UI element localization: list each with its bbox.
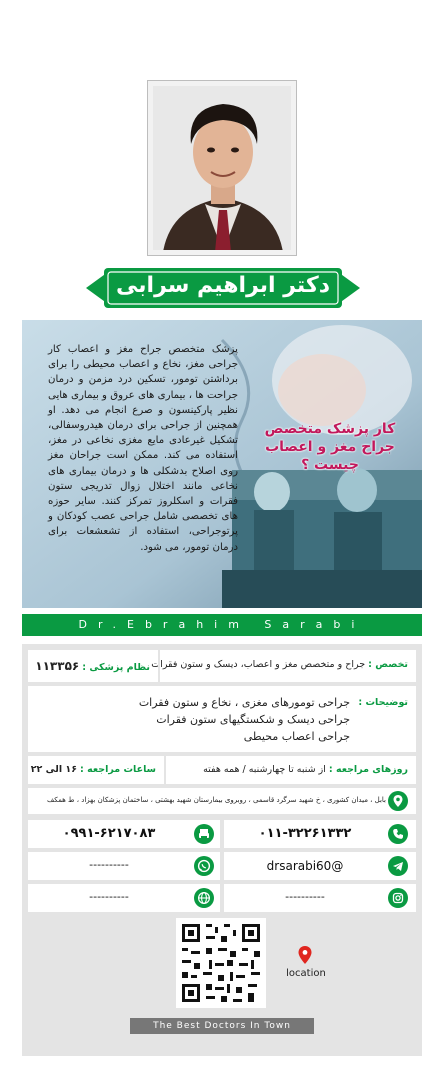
map-pin-icon (388, 791, 408, 811)
doctor-latin-name-bar: Dr.Ebrahim Sarabi (22, 614, 422, 636)
location-pin-icon (298, 946, 312, 964)
description-label: توضیحات : (358, 697, 408, 708)
doctor-photo-frame (147, 80, 297, 256)
doctor-photo (153, 86, 291, 250)
location-link[interactable] (284, 946, 328, 986)
description-field (358, 694, 408, 711)
globe-icon (194, 888, 214, 908)
info-card (22, 644, 422, 1056)
slogan-bar: The Best Doctors In Town (130, 1018, 314, 1034)
hero-title-line2: جراح مغز و اعصاب چیست ؟ (265, 439, 395, 473)
hero-title (244, 420, 416, 474)
name-banner (86, 266, 360, 310)
days-value: از شنبه تا چهارشنبه / همه هفته (203, 764, 326, 775)
hero-banner (22, 320, 422, 608)
days-label: روزهای مراجعه : (328, 764, 408, 775)
address-text: بابل ، میدان کشوری ، خ شهید سرگرد قاسمی ، روبروی بیمارستان شهید بهشتی ، ساختمان پزشکان بهزاد ، ط همکف (46, 796, 386, 804)
whatsapp-value: ---------- (89, 858, 129, 871)
hero-description: پزشک متخصص جراح مغز و اعصاب کار جراحی مغز، نخاع و اعصاب محیطی را برای برداشتن تومور، تسکین درد مزمن و درمان جراحت ها ، بیماری های عروق و بیماری هایی نظیر پارکینسون و صرع انجام می دهد. او همچنین از جراحی برای درمان هیدروسفالی، تشکیل غیرعادی مایع مغزی نخاعی در مغز، استفاده می کند. ممکن است جراحان مغز روی اصلاح بدشکلی ها و درمان بیماری های نخاعی مانند اختلال زوال تدریجی ستون فقرات و اسکلروز تمرکز کنند. سایر حوزه های تخصصی شامل جراحی عصب کودکان و پرتوجراحی، استفاده از تشعشعات برای درمان تومور، می شود. (47, 344, 238, 553)
hours-label: ساعات مراجعه : (80, 764, 156, 775)
doctor-name: دکتر ابراهیم سرابی (116, 273, 330, 298)
telegram-icon (388, 856, 408, 876)
specialty-field (151, 659, 408, 670)
license-value: ۱۱۳۳۵۶ (35, 659, 80, 673)
specialty-label: تخصص : (368, 659, 408, 670)
hours-value: ۱۶ الی ۲۲ (30, 764, 78, 775)
schedule-row (28, 756, 416, 784)
instagram-icon (388, 888, 408, 908)
specialty-row (28, 650, 416, 682)
fax-box[interactable] (28, 820, 220, 848)
whatsapp-box[interactable] (28, 852, 220, 880)
website-value: ---------- (89, 890, 129, 903)
phone-number: ۰۱۱-۳۲۲۶۱۳۳۲ (258, 826, 352, 841)
qr-code[interactable] (176, 918, 266, 1008)
phone-icon (388, 824, 408, 844)
description-line: جراحی اعصاب محیطی (243, 730, 350, 743)
instagram-value: ---------- (285, 890, 325, 903)
description-box (28, 686, 416, 752)
description-line: جراحی دیسک و شکستگیهای ستون فقرات (156, 713, 350, 726)
license-field (28, 650, 160, 682)
fax-icon (194, 824, 214, 844)
specialty-value: جراح و متخصص مغز و اعصاب، دیسک و ستون فقرات (151, 659, 366, 670)
description-line: جراحی تومورهای مغزی ، نخاع و ستون فقرات (138, 696, 350, 709)
hero-title-line1: کار پزشک متخصص (264, 421, 396, 437)
fax-number: ۰۹۹۱-۶۲۱۷۰۸۳ (62, 826, 156, 841)
location-label: location (286, 968, 326, 979)
hours-field (28, 756, 166, 784)
description-lines (139, 694, 350, 745)
address-row[interactable] (28, 788, 416, 814)
telegram-handle: @drsarabi60 (266, 859, 344, 873)
days-field (203, 764, 408, 775)
website-box[interactable] (28, 884, 220, 912)
whatsapp-icon (194, 856, 214, 876)
license-label: نظام پزشکی : (82, 662, 150, 673)
